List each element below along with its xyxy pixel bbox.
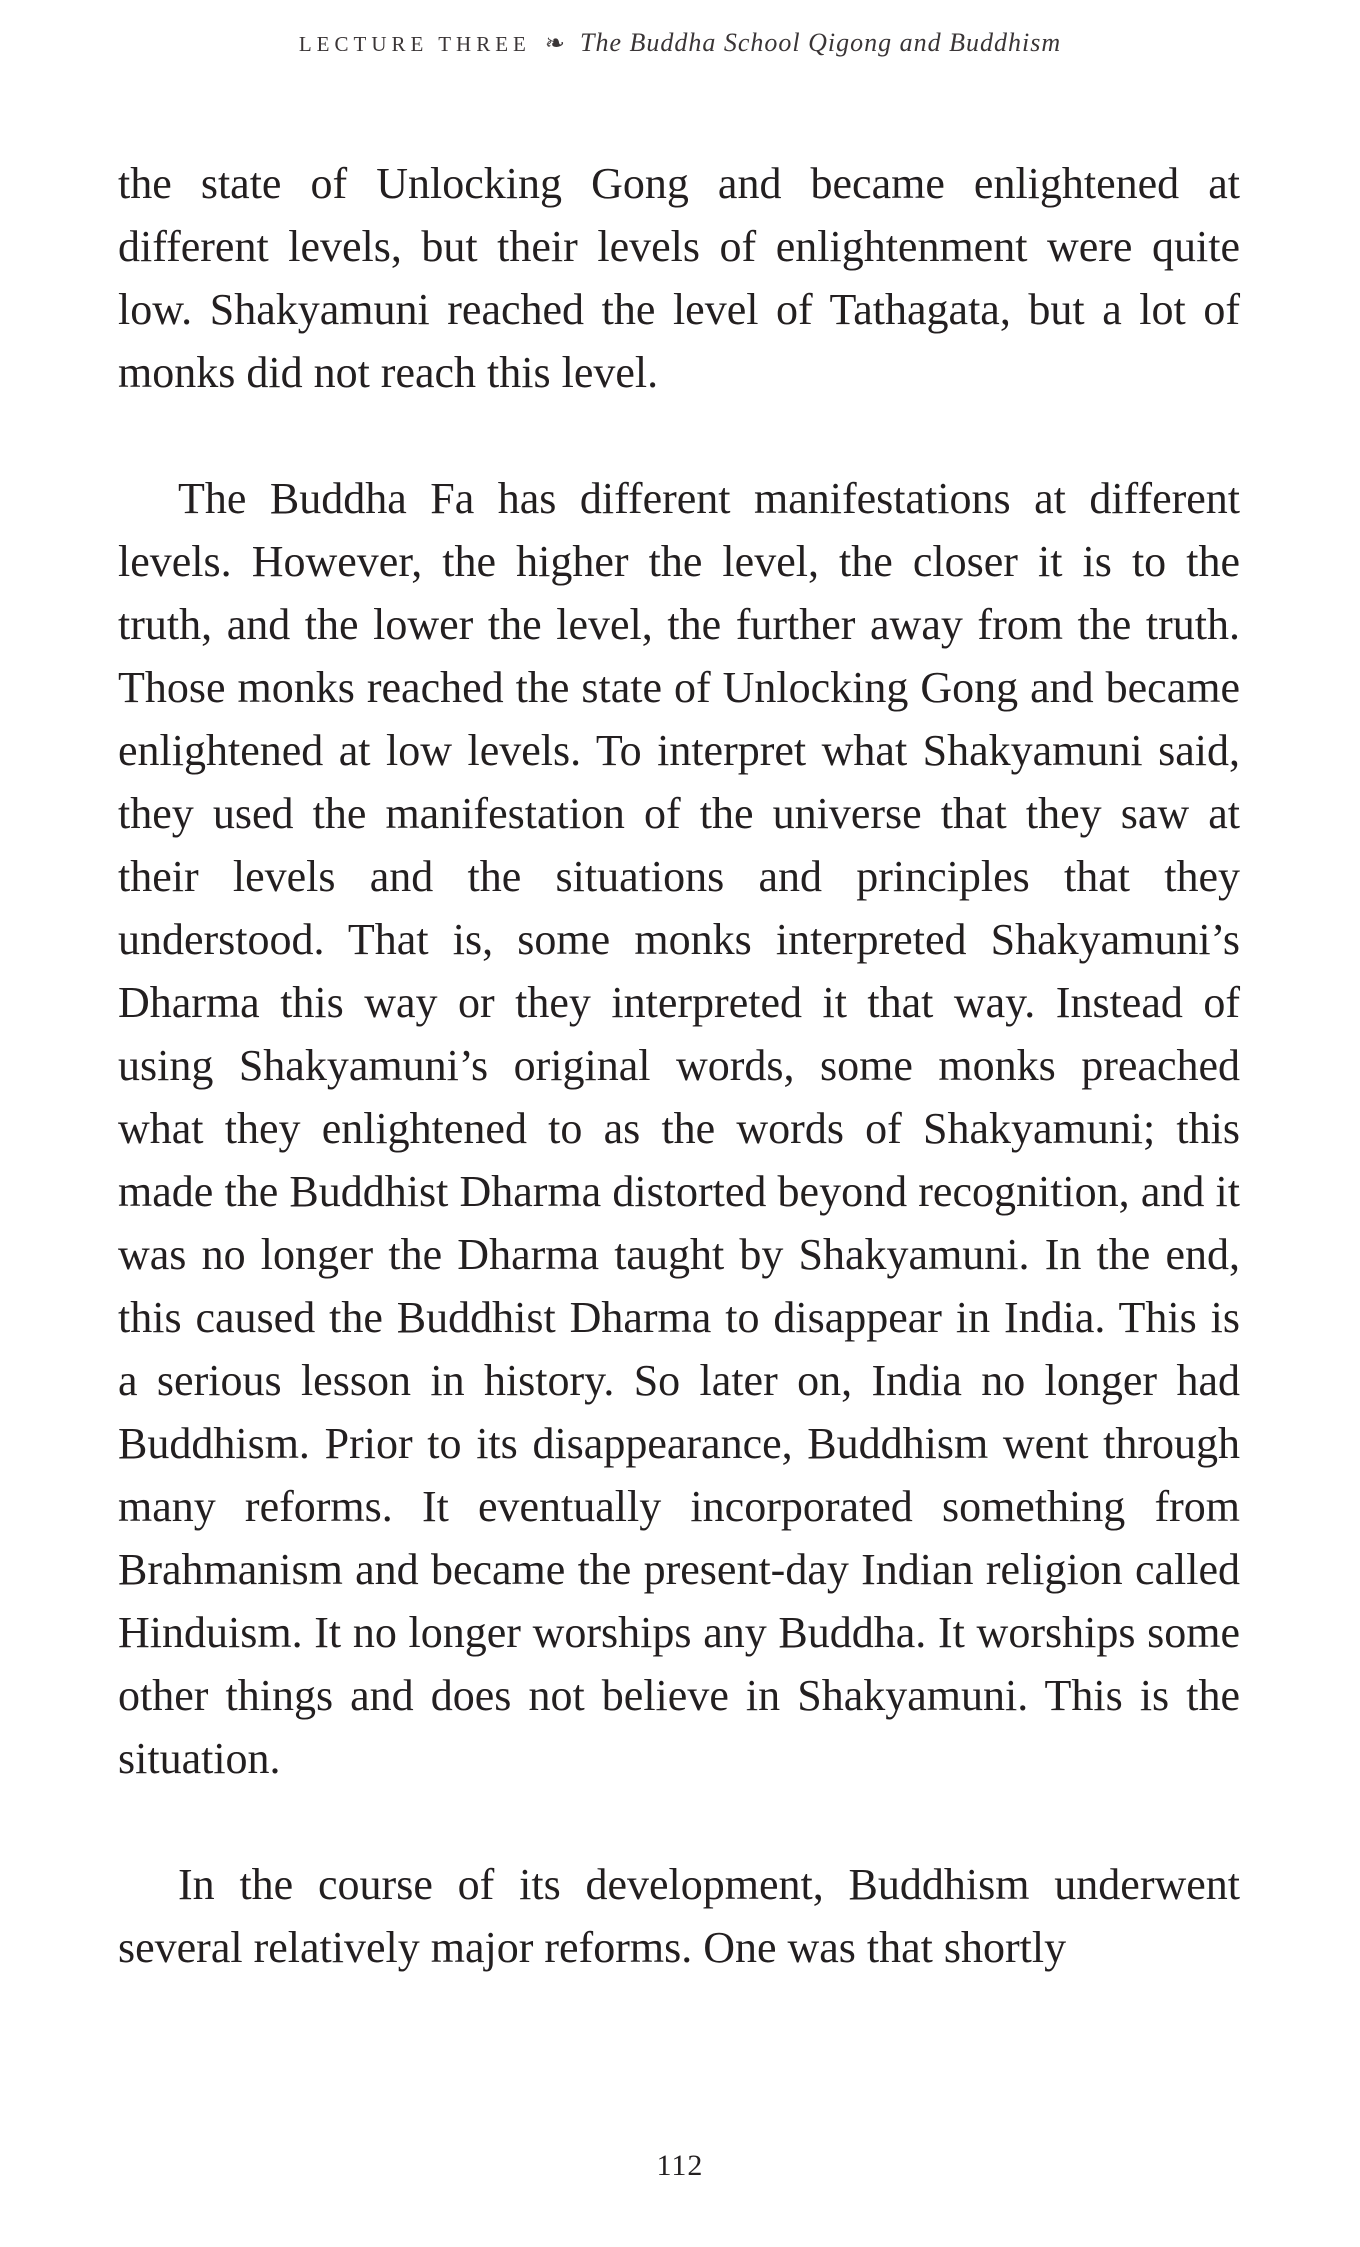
body-text bbox=[118, 152, 1240, 1979]
paragraph: The Buddha Fa has different manifestations at different levels. However, the higher the level, the closer it is to the truth, and the lower the level, the further away from the truth. Those monks reached the state of Unlocking Gong and became enlightened at low levels. To interpret what Shakyamuni said, they used the manifestation of the universe that they saw at their levels and the situations and principles that they understood. That is, some monks interpreted Shakyamuni’s Dharma this way or they interpreted it that way. Instead of using Shakyamuni’s original words, some monks preached what they enlightened to as the words of Shakyamuni; this made the Buddhist Dharma distorted beyond recognition, and it was no longer the Dharma taught by Shakyamuni. In the end, this caused the Buddhist Dharma to disappear in India. This is a serious lesson in history. So later on, India no longer had Buddhism. Prior to its disappearance, Buddhism went through many reforms. It eventually incorporated something from Brahmanism and became the present-day Indian religion called Hinduism. It no longer worships any Buddha. It worships some other things and does not believe in Shakyamuni. This is the situation. bbox=[118, 474, 1240, 1783]
paragraph-continued: the state of Unlocking Gong and became enlightened at different levels, but their levels of enlightenment were quite low. Shakyamuni reached the level of Tathagata, but a lot of monks did not reach this level. bbox=[118, 159, 1240, 397]
page-number: 112 bbox=[656, 2149, 704, 2182]
running-head-title: The Buddha School Qigong and Buddhism bbox=[579, 28, 1062, 57]
fleuron-icon: ❧ bbox=[544, 31, 566, 57]
running-head bbox=[0, 28, 1360, 58]
paragraph-spacer bbox=[118, 1790, 1240, 1853]
running-head-section: LECTURE THREE bbox=[298, 32, 531, 56]
paragraph: In the course of its development, Buddhism underwent several relatively major reforms. One was that shortly bbox=[118, 1860, 1240, 1972]
paragraph-spacer bbox=[118, 404, 1240, 467]
